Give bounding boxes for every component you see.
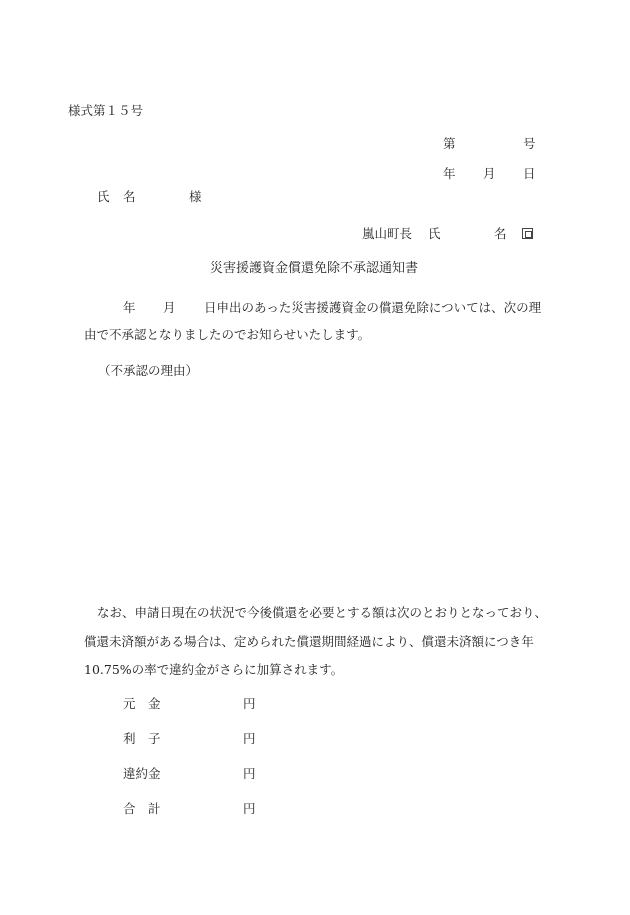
date-year: 年 <box>443 166 456 181</box>
seal-icon <box>522 228 533 239</box>
issuer-shi: 氏 <box>428 226 441 241</box>
note-line2: 償還未済額がある場合は、定められた償還期間経過により、償還未済額につき年 <box>84 634 534 649</box>
recipient-mei: 名 <box>123 189 136 204</box>
date-day: 日 <box>523 166 536 181</box>
amount-unit-penalty: 円 <box>243 766 256 781</box>
reason-label: （不承認の理由） <box>98 363 199 378</box>
amount-label-principal: 元 金 <box>123 696 161 711</box>
recipient-sama: 様 <box>189 189 202 204</box>
amount-label-total: 合 計 <box>123 801 161 816</box>
amount-unit-interest: 円 <box>243 731 256 746</box>
form-number: 様式第１５号 <box>68 103 144 118</box>
doc-number-dai: 第 <box>443 136 456 151</box>
amount-unit-principal: 円 <box>243 696 256 711</box>
amount-label-interest: 利 子 <box>123 731 161 746</box>
note-line3: 10.75%の率で違約金がさらに加算されます。 <box>84 662 344 677</box>
doc-number-go: 号 <box>523 136 536 151</box>
note-line1: なお、申請日現在の状況で今後償還を必要とする額は次のとおりとなっており、 <box>97 605 548 620</box>
amount-label-penalty: 違約金 <box>123 766 161 781</box>
issuer-mei: 名 <box>494 226 507 241</box>
body-line1: 日申出のあった災害援護資金の償還免除については、次の理 <box>204 300 542 315</box>
issuer-title: 嵐山町長 <box>362 226 413 241</box>
date-month: 月 <box>483 166 496 181</box>
recipient-shi: 氏 <box>97 189 110 204</box>
body-line2: 由で不承認となりましたのでお知らせいたします。 <box>84 327 371 342</box>
body-month: 月 <box>163 300 176 315</box>
amount-unit-total: 円 <box>243 801 256 816</box>
document-title: 災害援護資金償還免除不承認通知書 <box>210 261 419 276</box>
body-year: 年 <box>123 300 136 315</box>
